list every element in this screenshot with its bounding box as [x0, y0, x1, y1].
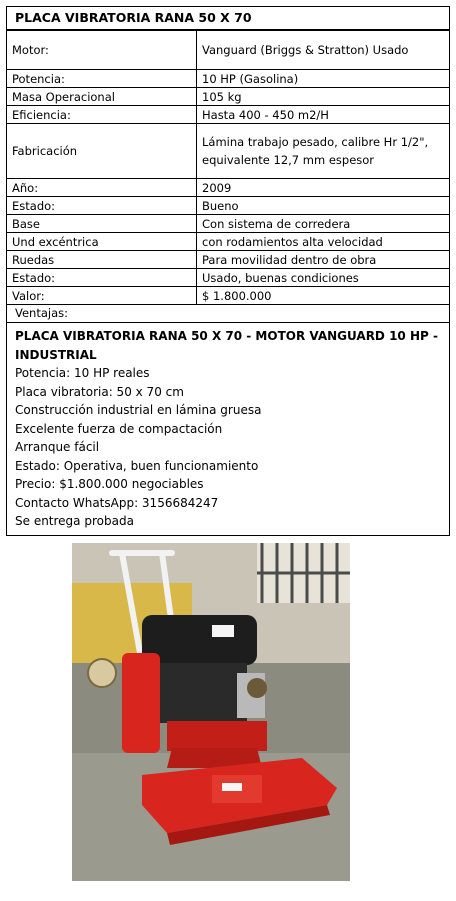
- engine-base: [167, 721, 267, 751]
- spec-row-ruedas: [7, 251, 449, 269]
- sheet-title: PLACA VIBRATORIA RANA 50 X 70: [7, 7, 449, 30]
- spec-label: Estado:: [7, 269, 197, 287]
- spec-value: [197, 124, 450, 179]
- description-line: Construcción industrial en lámina gruesa: [15, 403, 262, 417]
- spec-label: Motor:: [7, 31, 197, 70]
- spec-value: Bueno: [197, 197, 450, 215]
- description-line: Estado: Operativa, buen funcionamiento: [15, 458, 259, 473]
- spec-value: 105 kg: [197, 88, 450, 106]
- spec-row-ano: [7, 179, 449, 197]
- description-line: Precio: $1.800.000 negociables: [15, 477, 204, 491]
- description-line: Excelente fuerza de compactación: [15, 421, 223, 436]
- spec-label: Valor:: [7, 287, 197, 305]
- description-line: Placa vibratoria: 50 x 70 cm: [15, 384, 184, 399]
- spec-value: 2009: [197, 179, 450, 197]
- wheel: [88, 659, 116, 687]
- engine-label: [212, 625, 234, 637]
- spec-value-line: equivalente 12,7 mm espesor: [202, 153, 375, 167]
- spec-sheet: [6, 6, 450, 536]
- spec-value: Usado, buenas condiciones: [197, 269, 450, 287]
- spec-row-estado: [7, 197, 449, 215]
- description-title-line: PLACA VIBRATORIA RANA 50 X 70 - MOTOR VANGUARD 10 HP -: [15, 329, 438, 343]
- spec-table: [7, 30, 449, 305]
- spec-value: Vanguard (Briggs & Stratton) Usado: [197, 31, 450, 70]
- spec-value: con rodamientos alta velocidad: [197, 233, 450, 251]
- spec-label: Potencia:: [7, 70, 197, 88]
- spec-value-line: Lámina trabajo pesado, calibre Hr 1/2",: [202, 135, 429, 149]
- spec-value: 10 HP (Gasolina): [197, 70, 450, 88]
- spec-value: Hasta 400 - 450 m2/H: [197, 106, 450, 124]
- spec-label: Eficiencia:: [7, 106, 197, 124]
- spec-label: Und excéntrica: [7, 233, 197, 251]
- spec-value: $ 1.800.000: [197, 287, 450, 305]
- spec-row-motor: [7, 31, 449, 70]
- pulley: [247, 678, 267, 698]
- plate-label: [222, 783, 242, 791]
- spec-row-valor: [7, 287, 449, 305]
- belt-guard: [122, 653, 160, 753]
- description-line: Arranque fácil: [15, 440, 100, 454]
- spec-label: Ruedas: [7, 251, 197, 269]
- engine-block: [152, 663, 247, 723]
- description-block: [7, 323, 449, 535]
- spec-label: Año:: [7, 179, 197, 197]
- spec-row-base: [7, 215, 449, 233]
- machine-photo: [72, 543, 350, 881]
- spec-label: Estado:: [7, 197, 197, 215]
- description-line: Contacto WhatsApp: 3156684247: [15, 495, 219, 510]
- spec-row-masa: [7, 88, 449, 106]
- ventajas-label: Ventajas:: [7, 305, 449, 323]
- spec-label: Fabricación: [7, 124, 197, 179]
- spec-row-potencia: [7, 70, 449, 88]
- spec-row-eficiencia: [7, 106, 449, 124]
- spec-value: Para movilidad dentro de obra: [197, 251, 450, 269]
- spec-row-excentrica: [7, 233, 449, 251]
- spec-row-estado-2: [7, 269, 449, 287]
- spec-label: Masa Operacional: [7, 88, 197, 106]
- spec-row-fabricacion: [7, 124, 449, 179]
- spec-label: Base: [7, 215, 197, 233]
- description-title-line: INDUSTRIAL: [15, 347, 97, 362]
- machine-illustration: [72, 543, 350, 881]
- description-line: Potencia: 10 HP reales: [15, 366, 150, 380]
- spec-value: Con sistema de corredera: [197, 215, 450, 233]
- description-line: Se entrega probada: [15, 514, 134, 528]
